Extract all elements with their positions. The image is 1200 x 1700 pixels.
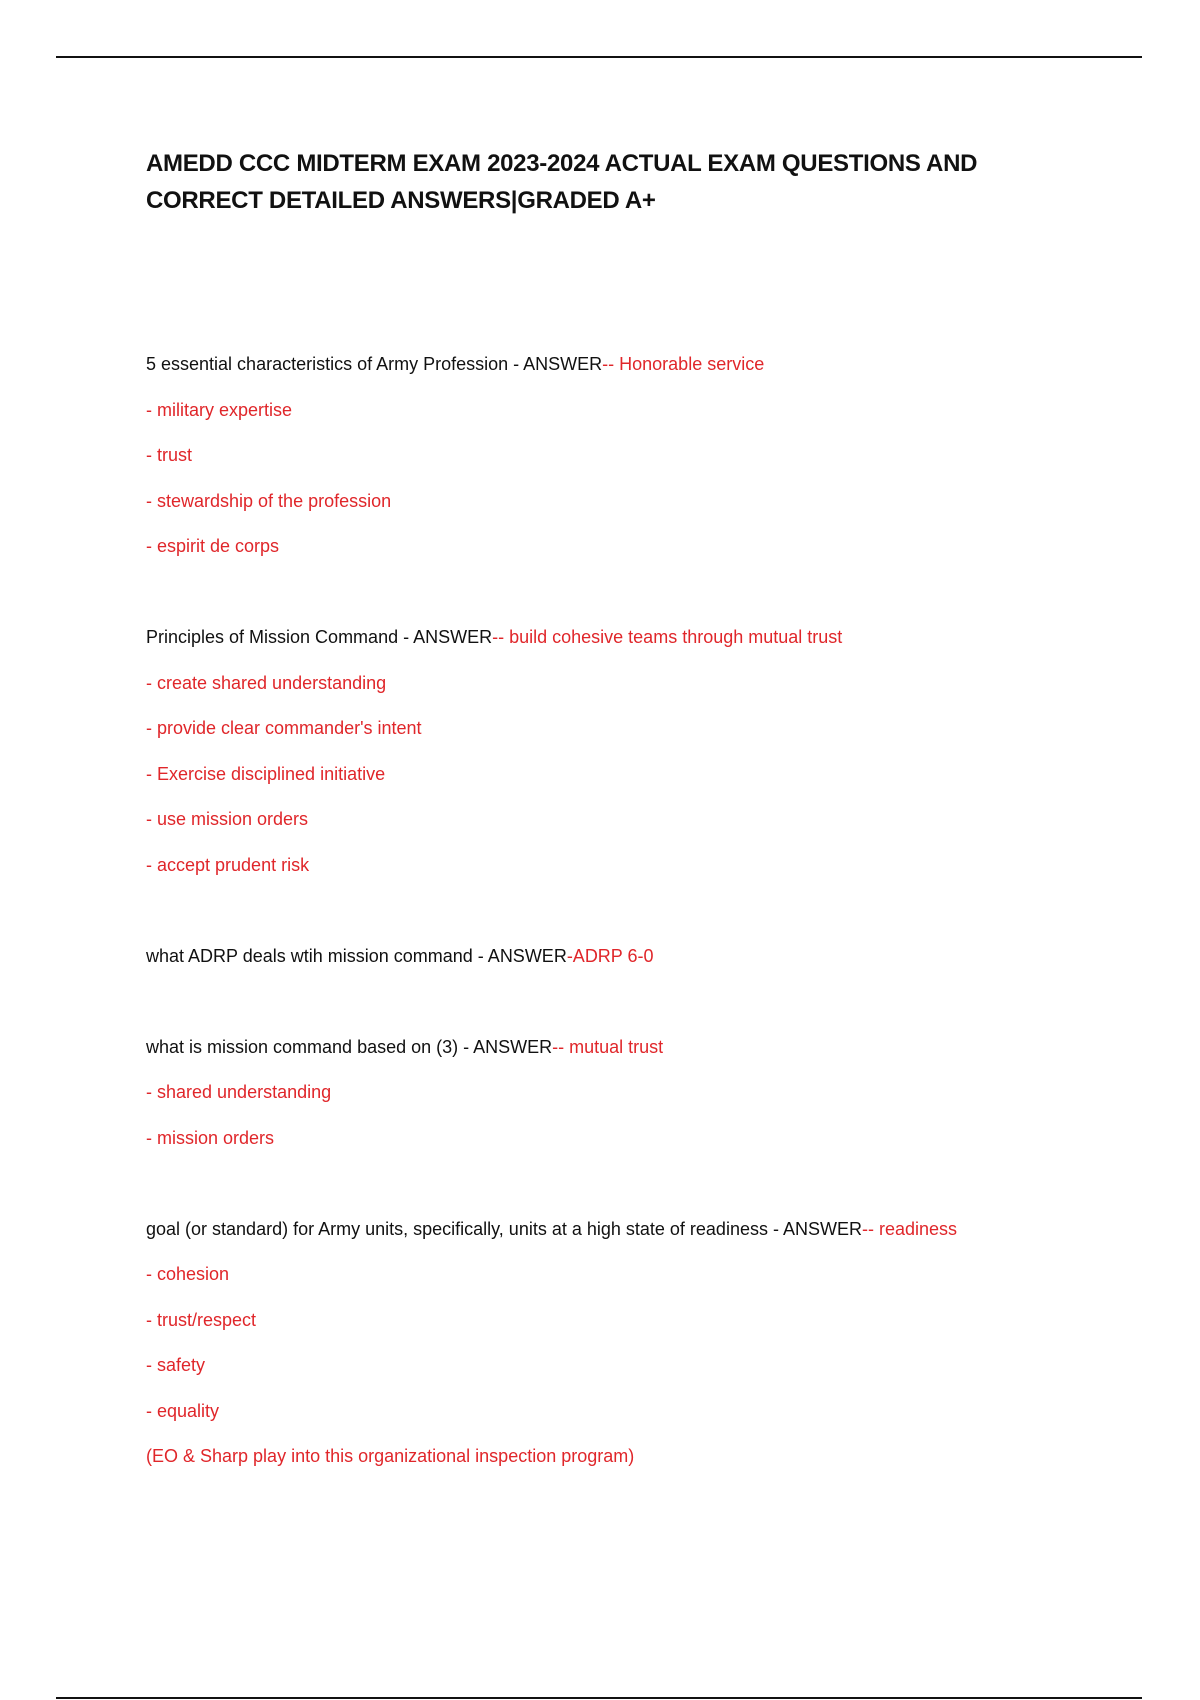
question-line — [146, 1025, 1106, 1071]
answer-item: (EO & Sharp play into this organizational inspection program) — [146, 1446, 635, 1466]
question-text: what ADRP deals wtih mission command - ANSWER — [146, 945, 567, 966]
question-line — [146, 615, 1106, 661]
answer-text: -- Honorable service — [602, 354, 765, 374]
answer-item: - mission orders — [146, 1127, 275, 1148]
qa-item — [146, 934, 1106, 980]
qa-item — [146, 1207, 1106, 1480]
question-text: what is mission command based on (3) - ANSWER — [146, 1036, 553, 1057]
answer-item: - cohesion — [146, 1264, 230, 1284]
header-rule — [56, 56, 1142, 58]
answer-item: - create shared understanding — [146, 672, 387, 693]
answer-item: - espirit de corps — [146, 536, 280, 556]
answer-item: - trust — [146, 445, 193, 465]
answer-item: - provide clear commander's intent — [146, 718, 422, 738]
qa-item — [146, 342, 1106, 570]
qa-list — [146, 342, 1106, 1525]
answer-text: -- mutual trust — [552, 1036, 664, 1057]
footer-rule — [56, 1697, 1142, 1699]
answer-item: - safety — [146, 1355, 206, 1375]
answer-item: - stewardship of the profession — [146, 490, 392, 511]
answer-item: - equality — [146, 1400, 220, 1421]
qa-item — [146, 1025, 1106, 1162]
answer-text: -ADRP 6-0 — [566, 945, 654, 966]
answer-item: - shared understanding — [146, 1082, 332, 1102]
answer-item: - use mission orders — [146, 809, 309, 829]
answer-item: - trust/respect — [146, 1309, 257, 1330]
question-text: 5 essential characteristics of Army Profession - ANSWER — [146, 354, 603, 374]
answer-text: -- readiness — [861, 1218, 958, 1239]
answer-item: - Exercise disciplined initiative — [146, 763, 386, 784]
title-line-2: CORRECT DETAILED ANSWERS|GRADED A+ — [146, 187, 656, 214]
qa-item — [146, 615, 1106, 888]
title-line-1: AMEDD CCC MIDTERM EXAM 2023-2024 ACTUAL EXAM QUESTIONS AND — [146, 150, 978, 177]
answer-item: - military expertise — [146, 399, 293, 420]
document-title — [146, 145, 1066, 219]
question-text: Principles of Mission Command - ANSWER — [146, 627, 493, 647]
question-text: goal (or standard) for Army units, specifically, units at a high state of readiness - ANSWER — [146, 1218, 862, 1239]
question-line — [146, 1207, 1106, 1253]
answer-item: - accept prudent risk — [146, 854, 310, 875]
answer-text: -- build cohesive teams through mutual trust — [492, 627, 843, 647]
question-line — [146, 342, 1106, 388]
question-line — [146, 934, 1106, 980]
